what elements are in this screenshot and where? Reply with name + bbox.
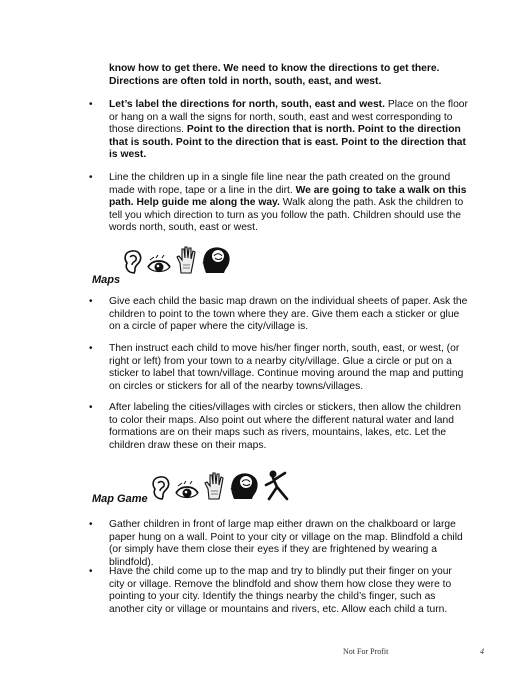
bullet-marker: • bbox=[89, 343, 93, 354]
ear-icon bbox=[121, 249, 143, 275]
hand-icon bbox=[203, 471, 225, 501]
maps-bullet-1: Give each child the basic map drawn on the individual sheets of paper. Ask the children to point to the town where they are. Give them each a sticker or glue on a circle of paper where the city/village is. bbox=[109, 296, 468, 333]
ear-icon bbox=[149, 475, 171, 501]
head-thinking-icon bbox=[200, 245, 232, 275]
bullet-text: Walk along the path. Ask the children to tell you which direction to turn as you follow the path. Children should use the words north, south, east or west. bbox=[109, 197, 464, 234]
map-game-icon-row bbox=[149, 469, 293, 501]
page-number: 4 bbox=[480, 647, 484, 656]
bullet-text-bold: Let’s label the directions for north, south, east and west. bbox=[109, 99, 385, 110]
bullet-directions bbox=[109, 99, 469, 162]
bullet-marker: • bbox=[89, 296, 93, 307]
footer-text: Not For Profit bbox=[343, 647, 389, 656]
bullet-marker: • bbox=[89, 519, 93, 530]
maps-bullet-3: After labeling the cities/villages with circles or stickers, then allow the children to color their maps. Also point out where the different natural water and land formations are on their maps such as rivers, mountains, lakes, etc. Let the children draw these on their maps. bbox=[109, 402, 461, 451]
bullet-marker: • bbox=[89, 99, 93, 110]
person-stretching-icon bbox=[263, 469, 293, 501]
bullet-text-bold: We are going to take a walk on this path. Help guide me along the way. bbox=[109, 184, 467, 209]
eye-icon bbox=[174, 481, 200, 501]
maps-icon-row bbox=[121, 245, 232, 275]
intro-paragraph: know how to get there. We need to know the directions to get there. Directions are often told in north, south, east, and west. bbox=[109, 63, 440, 87]
maps-heading: Maps bbox=[92, 274, 121, 286]
bullet-text: Place on the floor or hang on a wall the signs for north, south, east and west corresponding to those directions. bbox=[109, 99, 468, 136]
maps-bullet-2: Then instruct each child to move his/her finger north, south, east, or west, (or right or left) from your town to a nearby city/village. Glue a circle or put on a sticker to label that town/village. Continue moving around the map and putting on circles or stickers for all of the nearby towns/villages. bbox=[109, 343, 464, 392]
bullet-text: Line the children up in a single file line near the path created on the ground made with rope, tape or a line in the dirt. bbox=[109, 172, 451, 196]
eye-icon bbox=[146, 255, 172, 275]
bullet-text-bold: Point to the direction that is north. Point to the direction that is south. Point to the direction that is east. Point to the direction that is west. bbox=[109, 124, 466, 161]
bullet-marker: • bbox=[89, 566, 93, 577]
map-game-bullet-2: Have the child come up to the map and try to blindly put their finger on your city or village. Remove the blindfold and show them how close they were to pointing to your city. Identify the things nearby the child’s finger, such as another city or village or mountains and rivers, etc. Allow each child a turn. bbox=[109, 566, 452, 615]
bullet-walk-path bbox=[109, 172, 469, 235]
map-game-bullet-1: Gather children in front of large map either drawn on the chalkboard or large paper hung on a wall. Point to your city or village on the map. Blindfold a child (or simply have them close their eyes if they are frightened by wearing a blindfold). bbox=[109, 519, 463, 568]
bullet-marker: • bbox=[89, 172, 93, 183]
head-thinking-icon bbox=[228, 471, 260, 501]
hand-icon bbox=[175, 245, 197, 275]
map-game-heading: Map Game bbox=[92, 493, 148, 505]
bullet-marker: • bbox=[89, 402, 93, 413]
